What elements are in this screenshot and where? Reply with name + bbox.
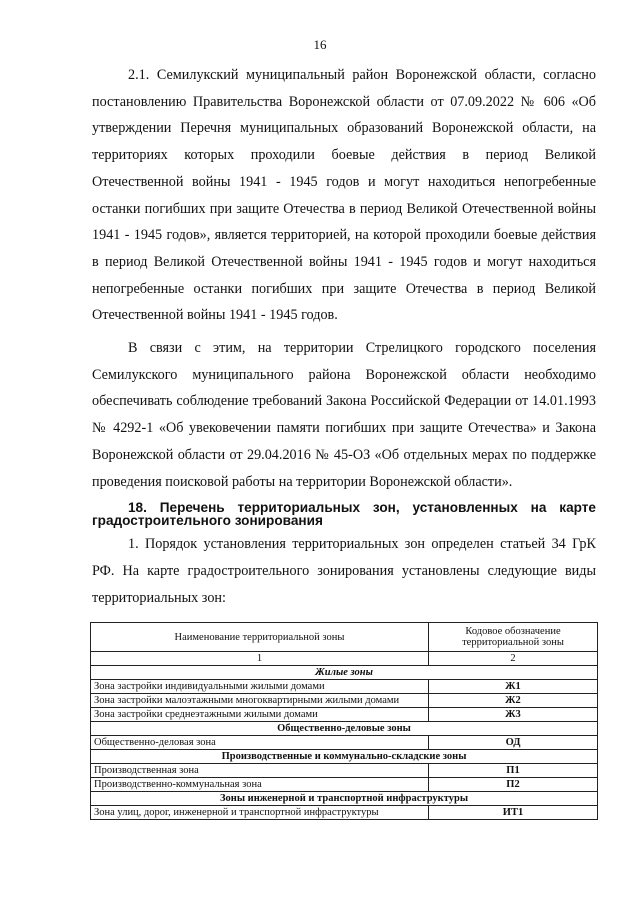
zone-group-title: Зоны инженерной и транспортной инфраструктуры (91, 792, 598, 806)
table-group-row (91, 722, 598, 736)
zone-code-cell: ОД (429, 736, 598, 750)
zone-name-cell: Зона улиц, дорог, инженерной и транспортной инфраструктуры (91, 806, 429, 820)
column-number-2: 2 (429, 652, 598, 666)
zone-name-cell: Зона застройки малоэтажными многоквартирными жилыми домами (91, 694, 429, 708)
table-row (91, 708, 598, 722)
section-heading-18: 18. Перечень территориальных зон, установленных на карте градостроительного зонирования (92, 500, 596, 529)
table-row (91, 806, 598, 820)
zone-group-title: Производственные и коммунально-складские зоны (91, 750, 598, 764)
zones-table-body (91, 666, 598, 820)
table-number-row (91, 652, 598, 666)
paragraph-zone-order: 1. Порядок установления территориальных зон определен статьей 34 ГрК РФ. На карте градостроительного зонирования установлены следующие виды территориальных зон: (92, 536, 596, 606)
zones-table (90, 622, 598, 820)
zone-code-cell: П2 (429, 778, 598, 792)
header-zone-name: Наименование территориальной зоны (91, 623, 429, 652)
table-row (91, 680, 598, 694)
zone-code-cell: П1 (429, 764, 598, 778)
table-row (91, 694, 598, 708)
zone-code-cell: Ж2 (429, 694, 598, 708)
paragraph-2-1: 2.1. Семилукский муниципальный район Воронежской области, согласно постановлению Правительства Воронежской области от 07.09.2022 № 606 «Об утверждении Перечня муниципальных образований Воронежской области, на территориях которых проходили боевые действия в период Великой Отечественной войны 1941 - 1945 годов и могут находиться непогребенные останки погибших при защите Отечества в период Великой Отечественной войны 1941 - 1945 годов», является территорией, на которой проходили боевые действия в период Великой Отечественной войны 1941 - 1945 годов и могут находиться непогребенные останки погибших при защите Отечества в период Великой Отечественной войны 1941 - 1945 годов. (92, 67, 596, 324)
zone-name-cell: Производственно-коммунальная зона (91, 778, 429, 792)
zone-code-cell: Ж3 (429, 708, 598, 722)
zone-name-cell: Зона застройки индивидуальными жилыми домами (91, 680, 429, 694)
table-header-row (91, 623, 598, 652)
zone-group-title: Общественно-деловые зоны (91, 722, 598, 736)
table-group-row (91, 792, 598, 806)
zone-group-title: Жилые зоны (91, 666, 598, 680)
table-group-row (91, 666, 598, 680)
zone-name-cell: Зона застройки среднеэтажными жилыми домами (91, 708, 429, 722)
table-row (91, 764, 598, 778)
paragraph-requirements: В связи с этим, на территории Стрелицкого городского поселения Семилукского муниципального района Воронежской области необходимо обеспечивать соблюдение требований Закона Российской Федерации от 14.01.1993 № 4292-1 «Об увековечении памяти погибших при защите Отечества» и Закона Воронежской области от 29.04.2016 № 45-ОЗ «Об отдельных мерах по поддержке проведения поисковой работы на территории Воронежской области». (92, 340, 596, 490)
document-body (92, 62, 596, 611)
page-number: 16 (313, 37, 327, 52)
zone-code-cell: ИТ1 (429, 806, 598, 820)
header-zone-code: Кодовое обозначение территориальной зоны (429, 623, 598, 652)
table-row (91, 736, 598, 750)
table-group-row (91, 750, 598, 764)
table-row (91, 778, 598, 792)
zone-name-cell: Производственная зона (91, 764, 429, 778)
zone-code-cell: Ж1 (429, 680, 598, 694)
column-number-1: 1 (91, 652, 429, 666)
zone-name-cell: Общественно-деловая зона (91, 736, 429, 750)
